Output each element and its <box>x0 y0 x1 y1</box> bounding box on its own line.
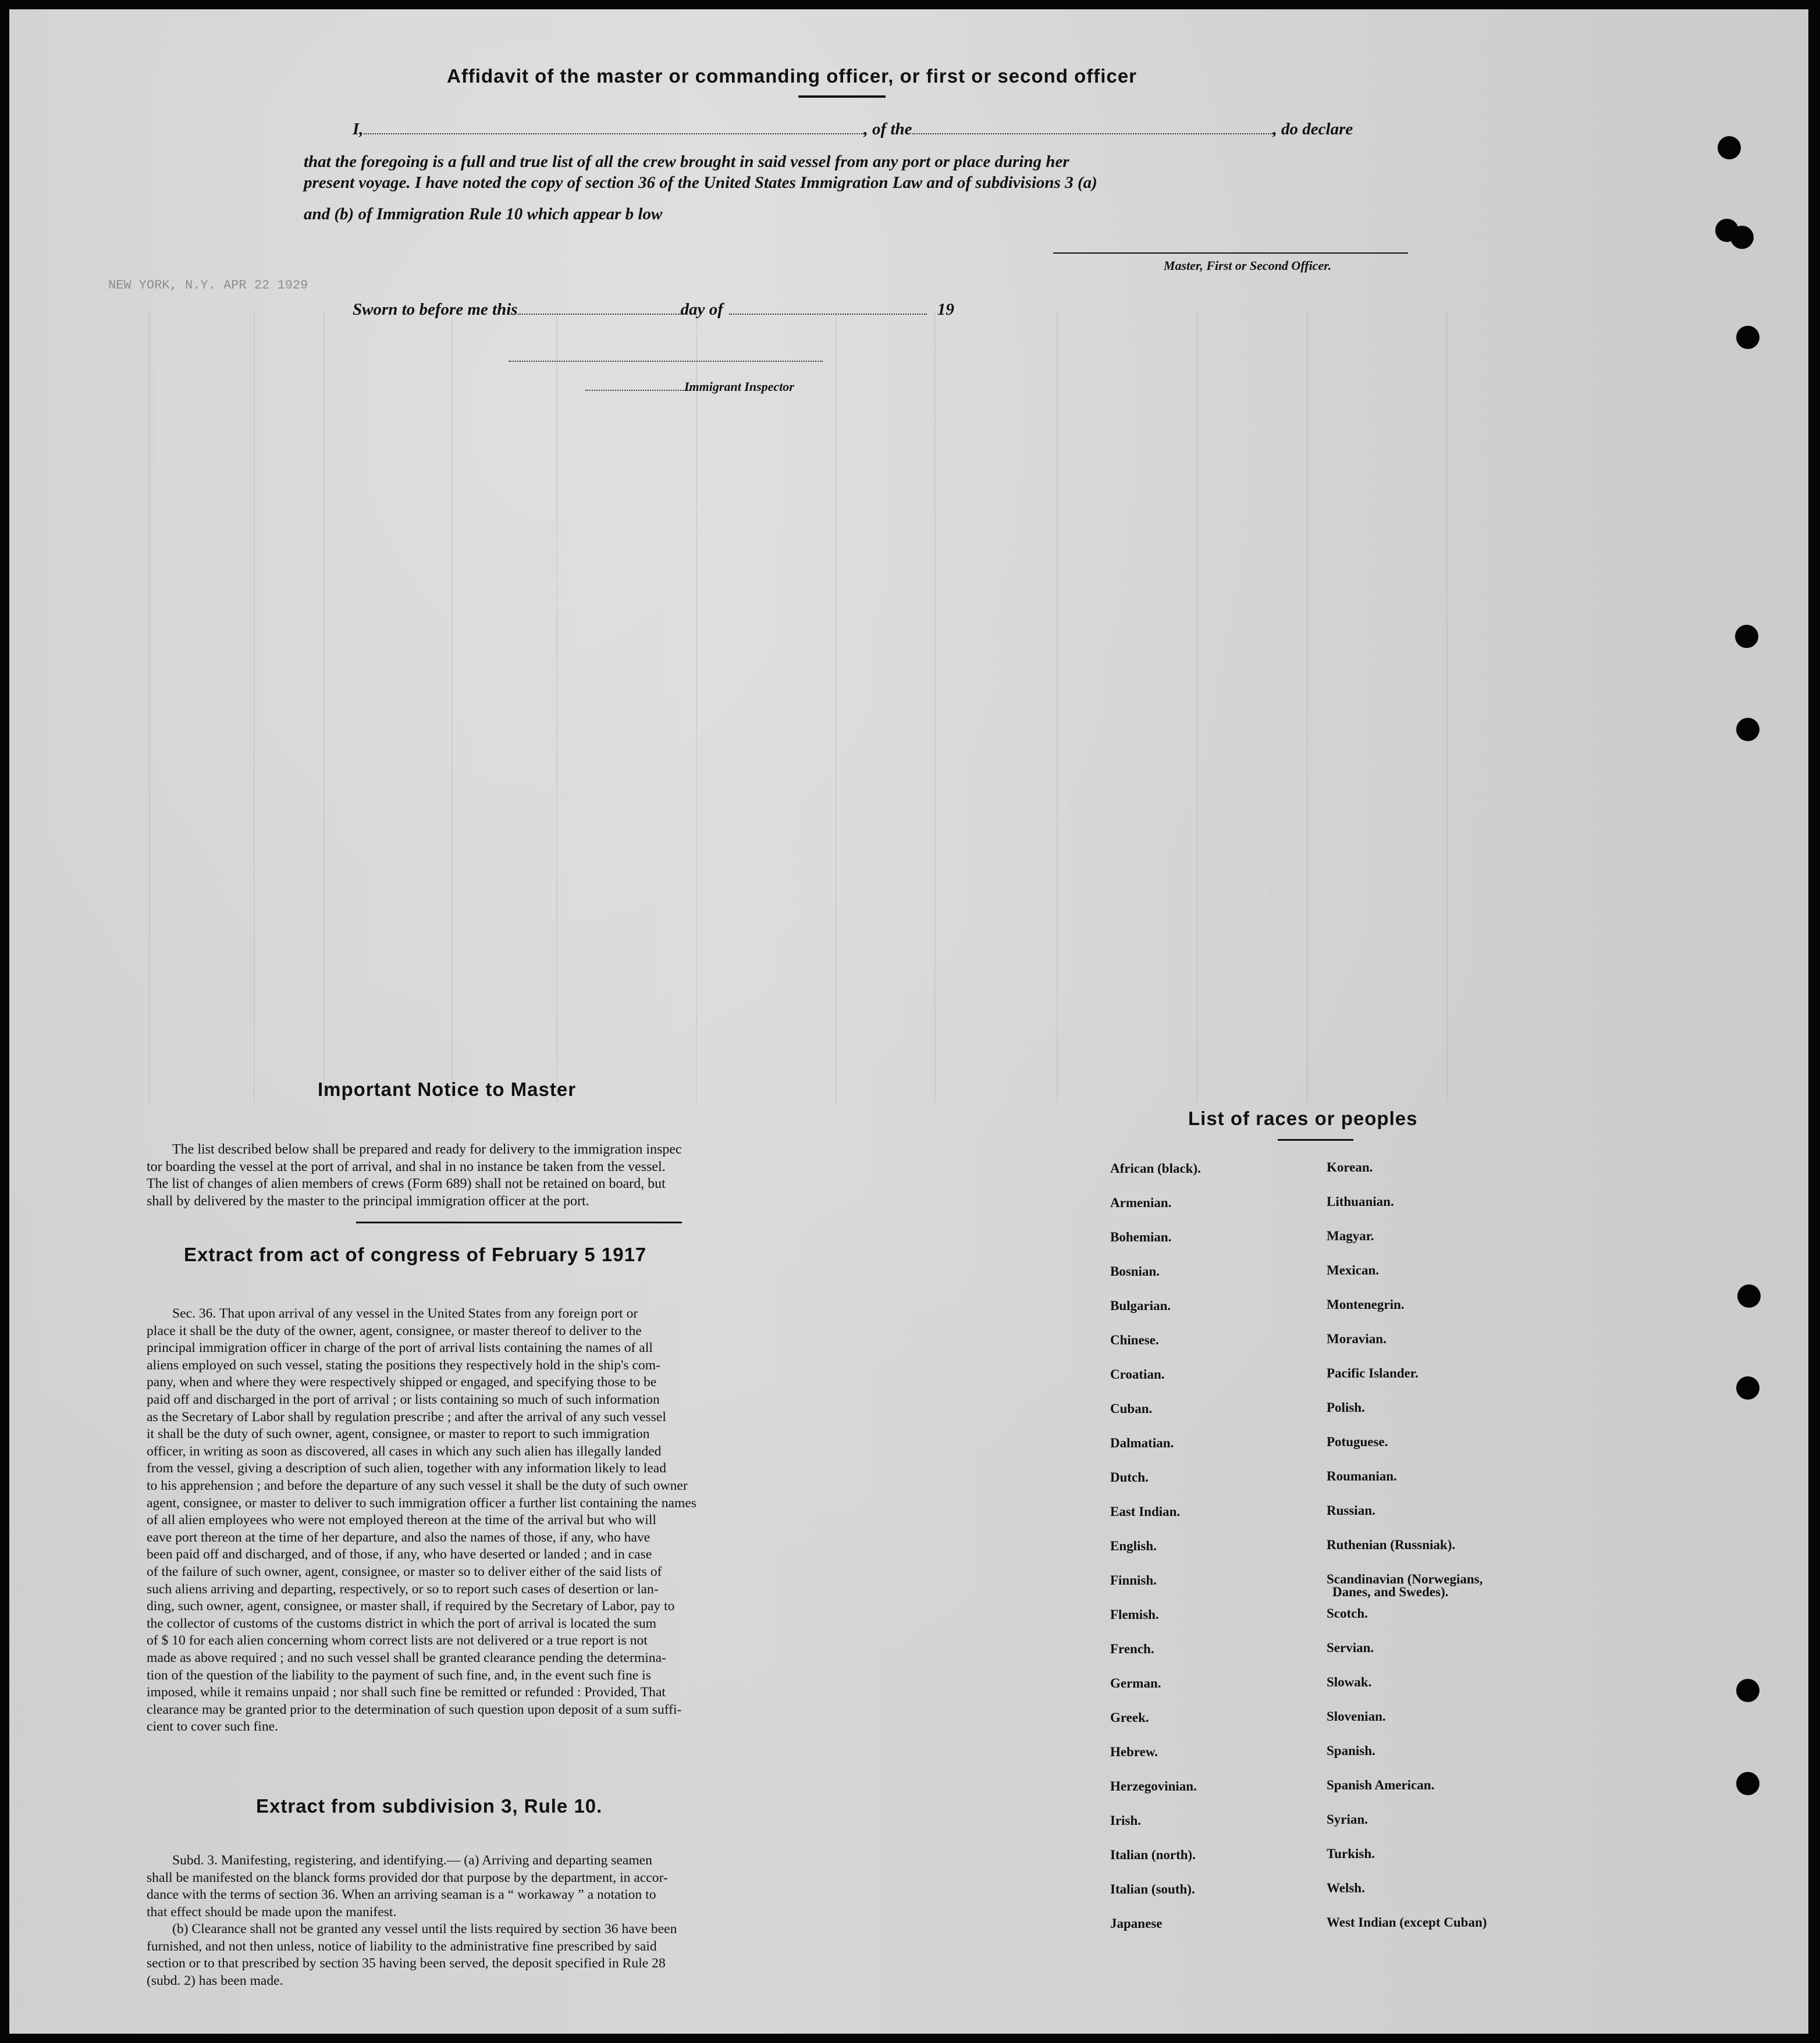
race-item: Bulgarian. <box>1110 1298 1171 1313</box>
extract-act-line: paid off and discharged in the port of arrival ; or lists containing so much of such information <box>147 1392 660 1407</box>
race-item: Dutch. <box>1110 1470 1149 1485</box>
punch-hole <box>1737 1284 1761 1308</box>
race-item: Lithuanian. <box>1327 1194 1394 1209</box>
race-item: Scandinavian (Norwegians, <box>1327 1572 1483 1586</box>
race-item: Bohemian. <box>1110 1230 1172 1244</box>
punch-hole <box>1736 718 1759 741</box>
extract-act-line: the collector of customs of the customs district in which the port of arrival is located the sum <box>147 1615 657 1631</box>
extract-act-line: as the Secretary of Labor shall by regulation prescribe ; and after the arrival of any such vessel <box>147 1409 666 1425</box>
race-item: German. <box>1110 1676 1161 1690</box>
notice-line: shall by delivered by the master to the principal immigration officer at the port. <box>147 1193 589 1209</box>
extract-act-line: from the vessel, giving a description of such alien, together with any information likely to lead <box>147 1461 667 1476</box>
affidavit-line-3: present voyage. I have noted the copy of section 36 of the United States Immigration Law and of subdivisions 3 (a) <box>304 173 1097 192</box>
race-item: Flemish. <box>1110 1607 1159 1622</box>
races-title: List of races or peoples <box>1188 1108 1418 1129</box>
punch-hole <box>1735 625 1758 648</box>
extract-act-line: place it shall be the duty of the owner, agent, consignee, or master thereof to deliver to the <box>147 1323 642 1339</box>
extract-act-line: principal immigration officer in charge of the port of arrival lists containing the names of all <box>147 1340 653 1356</box>
race-item: Hebrew. <box>1110 1745 1158 1759</box>
vessel-blank <box>912 133 1273 134</box>
extract-act-line: officer, in writing as soon as discovered, all cases in which any such alien has illegally landed <box>147 1443 662 1459</box>
race-item: Potuguese. <box>1327 1435 1388 1449</box>
background-stamp: NEW YORK, N.Y. APR 22 1929 <box>108 278 308 293</box>
extract-act-line: Sec. 36. That upon arrival of any vessel in the United States from any foreign port or <box>172 1306 638 1321</box>
inspector-short-line <box>585 390 690 391</box>
extract-act-line: pany, when and where they were respectively shipped or engaged, and specifying those to be <box>147 1375 657 1390</box>
race-item: Chinese. <box>1110 1333 1159 1347</box>
extract-act-line: cient to cover such fine. <box>147 1719 279 1735</box>
race-item: West Indian (except Cuban) <box>1327 1915 1487 1930</box>
race-item: Spanish. <box>1327 1743 1375 1758</box>
affidavit-i-label: I, <box>353 120 364 138</box>
affidavit-of-the-label: , of the <box>863 120 912 138</box>
extract-rule-line: (subd. 2) has been made. <box>147 1973 283 1988</box>
affidavit-title: Affidavit of the master or commanding officer, or first or second officer <box>447 65 1138 87</box>
name-blank <box>364 133 864 134</box>
sworn-month-blank <box>729 314 927 315</box>
race-item: Roumanian. <box>1327 1469 1397 1483</box>
extract-rule-line: furnished, and not then unless, notice of liability to the administrative fine prescribed by said <box>147 1938 657 1954</box>
sworn-year: 19 <box>937 300 954 319</box>
affidavit-line-1 <box>353 120 1353 139</box>
race-item: Italian (north). <box>1110 1848 1196 1862</box>
race-item: Pacific Islander. <box>1327 1366 1419 1380</box>
race-item: Scotch. <box>1327 1606 1368 1621</box>
extract-act-line: it shall be the duty of such owner, agent, consignee, or master to report to such immigration <box>147 1426 650 1442</box>
extract-act-line: been paid off and discharged, and of those, if any, who have deserted or landed ; and in case <box>147 1547 652 1562</box>
extract-rule-line: shall be manifested on the blanck forms provided dor that purpose by the department, in accor- <box>147 1870 668 1885</box>
title-rule <box>798 95 886 98</box>
race-item: Korean. <box>1327 1160 1373 1174</box>
race-item: Spanish American. <box>1327 1778 1435 1792</box>
race-item: Turkish. <box>1327 1846 1375 1861</box>
notice-line: tor boarding the vessel at the port of arrival, and shal in no instance be taken from the vessel. <box>147 1159 666 1174</box>
extract-act-line: made as above required ; and no such vessel shall be granted clearance pending the determina- <box>147 1650 666 1665</box>
extract-act-line: to his apprehension ; and before the departure of any such vessel it shall be the duty of such owner <box>147 1478 688 1493</box>
punch-hole <box>1736 1772 1759 1795</box>
extract-act-line: agent, consignee, or master to deliver to such immigration officer a further list containing the names <box>147 1495 696 1511</box>
punch-hole <box>1736 1679 1759 1702</box>
sworn-day-of: day of <box>680 300 723 319</box>
extract-act-line: of $ 10 for each alien concerning whom correct lists are not delivered or a true report is not <box>147 1633 648 1649</box>
race-item: East Indian. <box>1110 1504 1181 1519</box>
extract-act-line: eave port thereon at the time of her departure, and also the names of those, if any, who have <box>147 1529 650 1545</box>
race-item: Italian (south). <box>1110 1882 1195 1896</box>
race-item: Croatian. <box>1110 1367 1165 1382</box>
sworn-line <box>353 300 954 319</box>
race-item: Slovenian. <box>1327 1709 1386 1724</box>
race-item: Slowak. <box>1327 1675 1372 1689</box>
extract-act-line: such aliens arriving and departing, respectively, or so to report such cases of desertion or lan- <box>147 1581 659 1597</box>
extract-act-line: clearance may be granted prior to the determination of such question upon deposit of a sum suffi- <box>147 1702 682 1717</box>
race-item: Welsh. <box>1327 1881 1365 1895</box>
extract-act-line: of all alien employees who were not employed thereon at the time of the arrival but who will <box>147 1512 656 1528</box>
extract-rule-line: section or to that prescribed by section 35 having been served, the deposit specified in Rule 28 <box>147 1956 666 1971</box>
race-item: French. <box>1110 1642 1154 1656</box>
affidavit-declare-label: , do declare <box>1272 120 1353 138</box>
race-item: Herzegovinian. <box>1110 1779 1197 1793</box>
bleed-through-grid <box>33 312 1557 1103</box>
race-scandinavian-cont: Danes, and Swedes). <box>1332 1585 1449 1599</box>
race-item: Greek. <box>1110 1710 1149 1725</box>
notice-line: The list of changes of alien members of crews (Form 689) shall not be retained on board, but <box>147 1176 666 1191</box>
race-item: African (black). <box>1110 1161 1201 1176</box>
extract-act-line: ding, such owner, agent, consignee, or master shall, if required by the Secretary of Labor, pay to <box>147 1599 675 1614</box>
affidavit-line-2: that the foregoing is a full and true list of all the crew brought in said vessel from any port or place during her <box>304 152 1069 171</box>
inspector-signature-line <box>509 361 823 362</box>
extract-act-line: aliens employed on such vessel, stating the positions they respectively hold in the ship's com- <box>147 1357 660 1373</box>
extract-act-line: imposed, while it remains unpaid ; nor shall such fine be remitted or refunded : Provided, That <box>147 1685 666 1700</box>
race-item: Dalmatian. <box>1110 1436 1174 1450</box>
extract-rule-title: Extract from subdivision 3, Rule 10. <box>256 1795 603 1817</box>
race-item: Syrian. <box>1327 1812 1368 1827</box>
race-item: Japanese <box>1110 1916 1163 1931</box>
extract-rule-line: dance with the terms of section 36. When an arriving seaman is a “ workaway ” a notation to <box>147 1887 656 1902</box>
race-item: Montenegrin. <box>1327 1297 1405 1312</box>
race-item: Russian. <box>1327 1503 1375 1518</box>
race-item: Armenian. <box>1110 1195 1172 1210</box>
race-item: Cuban. <box>1110 1401 1153 1416</box>
race-item: Moravian. <box>1327 1332 1387 1346</box>
extract-act-title: Extract from act of congress of February 5 1917 <box>184 1244 647 1265</box>
extract-act-line: of the failure of such owner, agent, consignee, or master so to deliver either of the said lists of <box>147 1564 662 1579</box>
sworn-prefix: Sworn to before me this <box>353 300 518 319</box>
notice-title: Important Notice to Master <box>318 1079 577 1100</box>
punch-hole <box>1736 1376 1759 1400</box>
races-rule <box>1278 1139 1353 1141</box>
race-item: Irish. <box>1110 1813 1142 1828</box>
section-rule <box>356 1222 682 1223</box>
master-caption: Master, First or Second Officer. <box>1164 258 1332 273</box>
extract-act-line: tion of the question of the liability to the payment of such fine, and, in the event such fine is <box>147 1667 651 1683</box>
race-item: Mexican. <box>1327 1263 1380 1277</box>
affidavit-line-4: and (b) of Immigration Rule 10 which appear b low <box>304 205 663 223</box>
inspector-caption: Immigrant Inspector <box>684 379 794 394</box>
signature-line <box>1053 252 1408 254</box>
notice-line: The list described below shall be prepared and ready for delivery to the immigration inspec <box>172 1142 682 1157</box>
extract-rule-line: Subd. 3. Manifesting, registering, and identifying.— (a) Arriving and departing seamen <box>172 1853 652 1868</box>
race-item: Finnish. <box>1110 1573 1157 1588</box>
punch-hole <box>1736 326 1759 349</box>
race-item: Ruthenian (Russniak). <box>1327 1537 1456 1552</box>
punch-hole <box>1730 226 1754 249</box>
extract-rule-line: that effect should be made upon the manifest. <box>147 1904 397 1920</box>
race-item: Polish. <box>1327 1400 1365 1415</box>
race-item: Servian. <box>1327 1640 1374 1655</box>
punch-hole <box>1718 136 1741 159</box>
extract-rule-line: (b) Clearance shall not be granted any vessel until the lists required by section 36 have been <box>172 1921 677 1937</box>
sworn-day-blank <box>518 314 681 315</box>
document-page <box>9 9 1808 2034</box>
race-item: Bosnian. <box>1110 1264 1160 1279</box>
race-item: English. <box>1110 1539 1157 1553</box>
race-item: Magyar. <box>1327 1229 1374 1243</box>
